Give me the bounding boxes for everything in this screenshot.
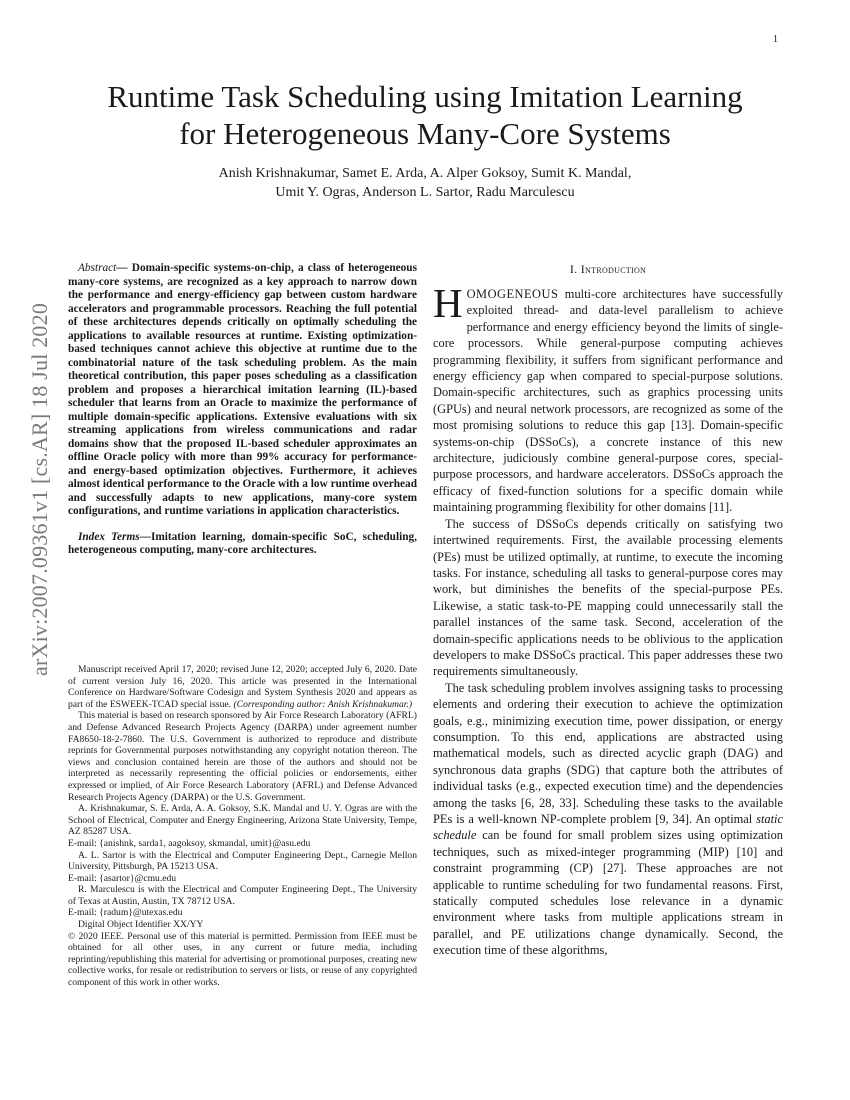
footnote-funding: This material is based on research sponsored by Air Force Research Laboratory (AFRL) and Defense Advanced Research Projects Agency (DARPA) under agreement number FA8650-18-2-7860. The U.S. Government is authorized to reproduce and distribute reprints for Governmental purposes notwithstanding any copyright notation thereon. The views and conclusion contained herein are those of the authors and should not be interpreted as necessarily representing the official policies or endorsements, either expressed or implied, of Air Force Research Laboratory (AFRL) and Defense Advanced Research Projects Agency (DARPA) or the U.S. Government. (68, 710, 417, 803)
footnote-ut-author: R. Marculescu is with the Electrical and Computer Engineering Dept., The University of Texas at Austin, Austin, TX 78712 USA. (68, 884, 417, 907)
paper-title (60, 78, 790, 152)
footnote-cmu-author: A. L. Sartor is with the Electrical and Computer Engineering Dept., Carnegie Mellon University, Pittsburgh, PA 15213 USA. (68, 849, 417, 873)
static-schedule-term: static schedule (433, 812, 783, 843)
section-number: I. (569, 262, 581, 276)
author-list (100, 164, 750, 202)
title-line-1: Runtime Task Scheduling using Imitation Learning (107, 79, 743, 114)
index-terms-text: —Imitation learning, domain-specific SoC, scheduling, heterogeneous computing, many-core architectures. (68, 530, 417, 556)
footnote-cmu-email: E-mail: {asartor}@cmu.edu (68, 872, 177, 884)
intro-paragraph-2: The success of DSSoCs depends critically on satisfying two intertwined requirements. First, the available processing elements (PEs) must be utilized optimally, at runtime, to execute the incoming tasks. For instance, scheduling all tasks to general-purpose cores may work, but diminishes the benefits of the special-purpose PEs. Likewise, a static task-to-PE mapping could unnecessarily stall the parallel instances of the same task. Second, acceleration of the domain-specific applications needs to be oblivious to the application developers to make DSSoCs practical. This paper addresses these two requirements simultaneously. (433, 516, 783, 679)
abstract-label: Abstract (78, 262, 117, 274)
title-line-2: for Heterogeneous Many-Core Systems (179, 116, 671, 151)
authors-line-2: Umit Y. Ogras, Anderson L. Sartor, Radu Marculescu (275, 185, 575, 200)
abstract-text: Domain-specific systems-on-chip, a class of heterogeneous many-core systems, are recognized as a key approach to narrow down the performance and energy-efficiency gap between custom hardware accelerators and programmable processors. Reaching the full potential of these architectures depends critically on optimally scheduling the applications to available resources at runtime. Existing optimization-based techniques cannot achieve this objective at runtime due to the combinatorial nature of the task scheduling problem. As the main theoretical contribution, this paper poses scheduling as a classification problem and proposes a hierarchical imitation learning (IL)-based scheduler that learns from an Oracle to maximize the performance of multiple domain-specific applications. Extensive evaluations with six streaming applications from wireless communications and radar domains show that the proposed IL-based scheduler approximates an offline Oracle policy with more than 99% accuracy for performance- and energy-based optimization objectives. Furthermore, it achieves almost identical performance to the Oracle with a low runtime overhead and successfully adapts to new applications, many-core system configurations, and runtime variations in application characteristics. (68, 262, 417, 517)
footnote-asu-authors: A. Krishnakumar, S. E. Arda, A. A. Goksoy, S.K. Mandal and U. Y. Ogras are with the School of Electrical, Computer and Energy Engineering, Arizona State University, Tempe, AZ 85287 USA. (68, 803, 417, 838)
corresponding-author: (Corresponding author: Anish Krishnakumar.) (233, 698, 413, 710)
section-heading (433, 262, 783, 277)
footnotes (68, 664, 417, 989)
arxiv-identifier: arXiv:2007.09361v1 [cs.AR] 18 Jul 2020 (27, 302, 52, 676)
index-terms-label: Index Terms (78, 530, 140, 543)
abstract-dash: — (116, 262, 132, 274)
intro-paragraph-1: HOMOGENEOUS multi-core architectures have successfully exploited thread- and data-level parallelism to achieve performance and energy efficiency beyond the limits of single-core processors. While general-purpose computing achieves programming flexibility, it suffers from significant performance and energy efficiency gap when compared to special-purpose solutions. Domain-specific architectures, such as graphics processing units (GPUs) and neural network processors, are recognized as some of the most promising solutions to reduce this gap [13]. Domain-specific systems-on-chip (DSSoCs), a concrete instance of this new architecture, judiciously combine general-purpose cores, special-purpose processors, and hardware accelerators. DSSoCs approach the efficacy of fixed-function solutions for a specific domain while maintaining programming flexibility for other domains [11]. (433, 280, 783, 515)
right-column (433, 262, 783, 959)
footnote-ut-email: E-mail: {radum}@utexas.edu (68, 907, 183, 919)
footnote-doi: Digital Object Identifier XX/YY (78, 919, 204, 931)
index-terms (68, 531, 417, 558)
intro-paragraph-3: The task scheduling problem involves assigning tasks to processing elements and ordering their execution to achieve the optimization goals, e.g., minimizing execution time, power dissipation, or energy consumption. To this end, applications are abstracted using mathematical models, such as directed acyclic graph (DAG) and synchronous data graphs (SDG) that capture both the attributes of individual tasks (e.g., expected execution time) and the dependencies among the tasks [6, 28, 33]. Scheduling these tasks to the available PEs is a well-known NP-complete problem [9, 34]. An optimal static schedule can be found for small problem sizes using optimization techniques, such as mixed-integer programming (MIP) [10] and constraint programming (CP) [27]. These approaches are not applicable to runtime scheduling for two fundamental reasons. First, statically computed schedules lose relevance in a dynamic environment where tasks from multiple applications stream in parallel, and PE utilizations change dynamically. Second, the execution time of these algorithms, (433, 680, 783, 958)
section-title: Introduction (580, 262, 647, 276)
authors-line-1: Anish Krishnakumar, Samet E. Arda, A. Alper Goksoy, Sumit K. Mandal, (218, 166, 632, 181)
left-column (68, 262, 417, 569)
footnote-manuscript: Manuscript received April 17, 2020; revised June 12, 2020; accepted July 6, 2020. Date of current version July 16, 2020. This article was presented in the International Conference on Hardware/Software Codesign and System Synthesis 2020 and appears as part of the ESWEEK-TCAD special issue. (Corresponding author: Anish Krishnakumar.) (68, 664, 417, 710)
footnote-asu-email: E-mail: {anishnk, sarda1, aagoksoy, skmandal, umit}@asu.edu (68, 837, 311, 849)
lead-caps: OMOGENEOUS (466, 287, 559, 301)
abstract (68, 262, 417, 519)
footnote-copyright: © 2020 IEEE. Personal use of this material is permitted. Permission from IEEE must be obtained for all other uses, in any current or future media, including reprinting/republishing this material for advertising or promotional purposes, creating new collective works, for resale or redistribution to servers or lists, or reuse of any copyrighted component of this work in other works. (68, 930, 417, 989)
drop-cap: H (433, 280, 463, 326)
page-number: 1 (773, 34, 778, 45)
